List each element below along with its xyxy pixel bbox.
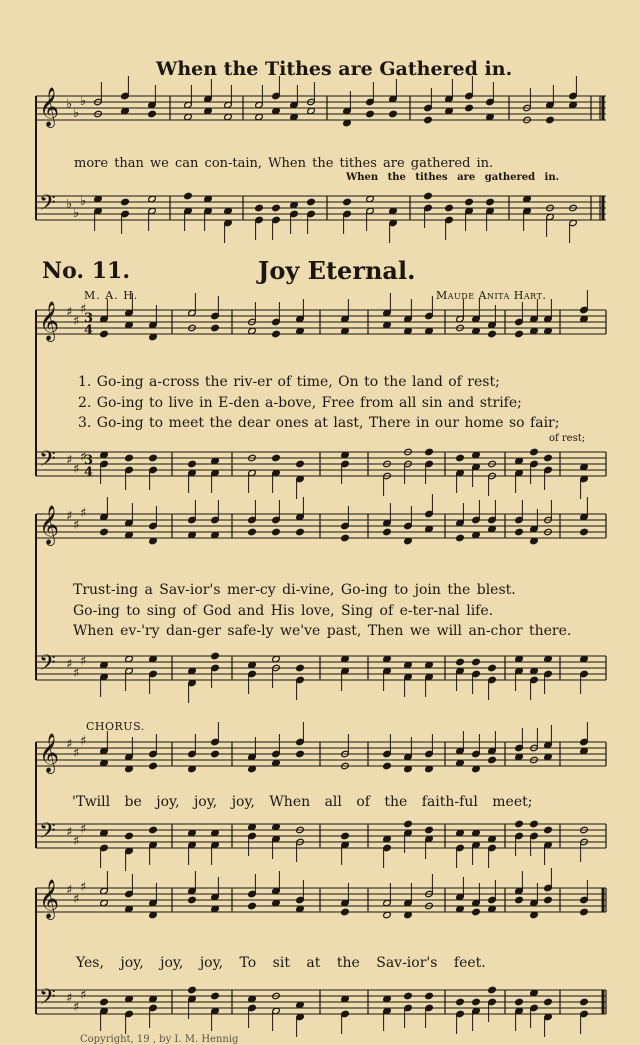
sharp-sign: ♯ (66, 305, 73, 320)
notehead (488, 330, 497, 338)
notehead (148, 110, 157, 118)
notehead (465, 104, 474, 112)
notehead (341, 908, 350, 916)
flat-sign: ♭ (80, 194, 87, 209)
time-signature-bottom: 4 (84, 323, 94, 338)
notehead (424, 116, 433, 124)
sharp-sign: ♯ (80, 880, 87, 895)
notehead (121, 198, 130, 206)
notehead (341, 832, 350, 840)
verse-3-line-1: 3. Go-ing to meet the dear ones at last, There in our home so fair; (78, 415, 560, 431)
notehead (272, 454, 281, 462)
treble-clef: 𝄞 (39, 87, 60, 127)
bass-clef: 𝄢 (39, 447, 56, 477)
composer-credit: Maude Anita Hart. (436, 289, 547, 302)
notehead (255, 204, 264, 212)
sharp-sign: ♯ (80, 302, 87, 317)
notehead (425, 992, 434, 1000)
sharp-sign: ♯ (80, 734, 87, 749)
notehead (580, 998, 589, 1006)
sharp-sign: ♯ (66, 657, 73, 672)
sharp-sign: ♯ (73, 1000, 80, 1015)
notehead (211, 750, 220, 758)
notehead (515, 820, 524, 828)
time-signature-top: 3 (84, 311, 94, 326)
previous-hymn-bass-echo: When the tithes are gathered in. (346, 172, 560, 183)
notehead (486, 198, 495, 206)
sharp-sign: ♯ (80, 654, 87, 669)
notehead (149, 454, 158, 462)
bass-clef: 𝄢 (39, 651, 56, 681)
notehead (272, 528, 281, 536)
sharp-sign: ♯ (66, 825, 73, 840)
notehead (472, 998, 481, 1006)
verse-2-line-1: 2. Go-ing to live in E-den a-bove, Free from all sin and strife; (78, 395, 522, 411)
notehead (272, 330, 281, 338)
sharp-sign: ♯ (66, 453, 73, 468)
notehead (211, 992, 220, 1000)
notehead (465, 198, 474, 206)
flat-sign: ♭ (66, 97, 73, 112)
notehead (456, 534, 465, 542)
notehead (515, 896, 524, 904)
sharp-sign: ♯ (73, 314, 80, 329)
notehead (296, 664, 305, 672)
notehead (383, 762, 392, 770)
notehead (211, 324, 220, 332)
notehead (546, 116, 555, 124)
verse-1-line-2: Trust-ing a Sav-ior's mer-cy di-vine, Go-ing to join the blest. (73, 582, 516, 598)
treble-clef: 𝄞 (39, 879, 60, 919)
notehead (341, 534, 350, 542)
notehead (188, 986, 197, 994)
sharp-sign: ♯ (73, 666, 80, 681)
bass-echo-1: of rest; (549, 433, 586, 444)
notehead (580, 908, 589, 916)
sharp-sign: ♯ (73, 518, 80, 533)
notehead (343, 198, 352, 206)
sharp-sign: ♯ (66, 509, 73, 524)
flat-sign: ♭ (73, 106, 80, 121)
time-signature-top: 3 (84, 453, 94, 468)
sharp-sign: ♯ (73, 462, 80, 477)
previous-hymn-lyric: more than we can con-tain, When the tithes are gathered in. (74, 156, 494, 171)
treble-clef: 𝄞 (39, 301, 60, 341)
sharp-sign: ♯ (80, 506, 87, 521)
sharp-sign: ♯ (66, 737, 73, 752)
notehead (515, 528, 524, 536)
notehead (456, 658, 465, 666)
notehead (488, 986, 497, 994)
notehead (530, 820, 539, 828)
notehead (100, 330, 109, 338)
sharp-sign: ♯ (80, 822, 87, 837)
sharp-sign: ♯ (73, 834, 80, 849)
chorus-line-2: Yes, joy, joy, joy, To sit at the Sav-ior's feet. (76, 955, 486, 971)
notehead (456, 454, 465, 462)
notehead (515, 998, 524, 1006)
notehead (404, 820, 413, 828)
sharp-sign: ♯ (80, 450, 87, 465)
sharp-sign: ♯ (66, 883, 73, 898)
notehead (472, 908, 481, 916)
lyricist-credit: M. A. H. (84, 289, 139, 302)
notehead (307, 198, 316, 206)
chorus-line-1: 'Twill be joy, joy, joy, When all of the faith-ful meet; (72, 794, 533, 810)
notehead (389, 110, 398, 118)
copyright-notice: Copyright, 19 , by I. M. Hennig (80, 1034, 239, 1045)
flat-sign: ♭ (66, 197, 73, 212)
notehead (296, 528, 305, 536)
notehead (425, 826, 434, 834)
notehead (149, 826, 158, 834)
notehead (544, 454, 553, 462)
flat-sign: ♭ (73, 206, 80, 221)
notehead (515, 330, 524, 338)
notehead (366, 110, 375, 118)
notehead (100, 528, 109, 536)
bass-clef: 𝄢 (39, 985, 56, 1015)
notehead (184, 192, 193, 200)
bass-clef: 𝄢 (39, 191, 56, 221)
notehead (296, 750, 305, 758)
treble-clef: 𝄞 (39, 733, 60, 773)
previous-hymn-title: When the Tithes are Gathered in. (156, 58, 513, 80)
notehead (544, 998, 553, 1006)
notehead (456, 998, 465, 1006)
bass-clef: 𝄢 (39, 819, 56, 849)
notehead (488, 664, 497, 672)
notehead (472, 658, 481, 666)
notehead (580, 528, 589, 536)
treble-clef: 𝄞 (39, 505, 60, 545)
time-signature-bottom: 4 (84, 465, 94, 480)
notehead (125, 832, 134, 840)
notehead (149, 762, 158, 770)
hymn-title: Joy Eternal. (258, 256, 416, 285)
notehead (544, 826, 553, 834)
notehead (425, 448, 434, 456)
notehead (530, 448, 539, 456)
verse-2-line-2: Go-ing to sing of God and His love, Sing of e-ter-nal life. (73, 603, 494, 619)
sharp-sign: ♯ (73, 746, 80, 761)
notehead (248, 902, 257, 910)
notehead (424, 192, 433, 200)
verse-3-line-2: When ev-'ry dan-ger safe-ly we've past, Then we will an-chor there. (73, 623, 572, 639)
sharp-sign: ♯ (66, 991, 73, 1006)
notehead (445, 204, 454, 212)
verse-1-line-1: 1. Go-ing a-cross the riv-er of time, On to the land of rest; (78, 374, 500, 390)
hymn-number: No. 11. (42, 258, 130, 284)
chorus-label: CHORUS. (86, 720, 145, 733)
notehead (100, 998, 109, 1006)
notehead (188, 896, 197, 904)
sharp-sign: ♯ (80, 988, 87, 1003)
notehead (383, 528, 392, 536)
notehead (125, 454, 134, 462)
notehead (272, 204, 281, 212)
notehead (248, 528, 257, 536)
notehead (544, 896, 553, 904)
sharp-sign: ♯ (73, 892, 80, 907)
flat-sign: ♭ (80, 94, 87, 109)
notehead (188, 460, 197, 468)
notehead (296, 460, 305, 468)
notehead (404, 992, 413, 1000)
notehead (488, 756, 497, 764)
notehead (211, 652, 220, 660)
